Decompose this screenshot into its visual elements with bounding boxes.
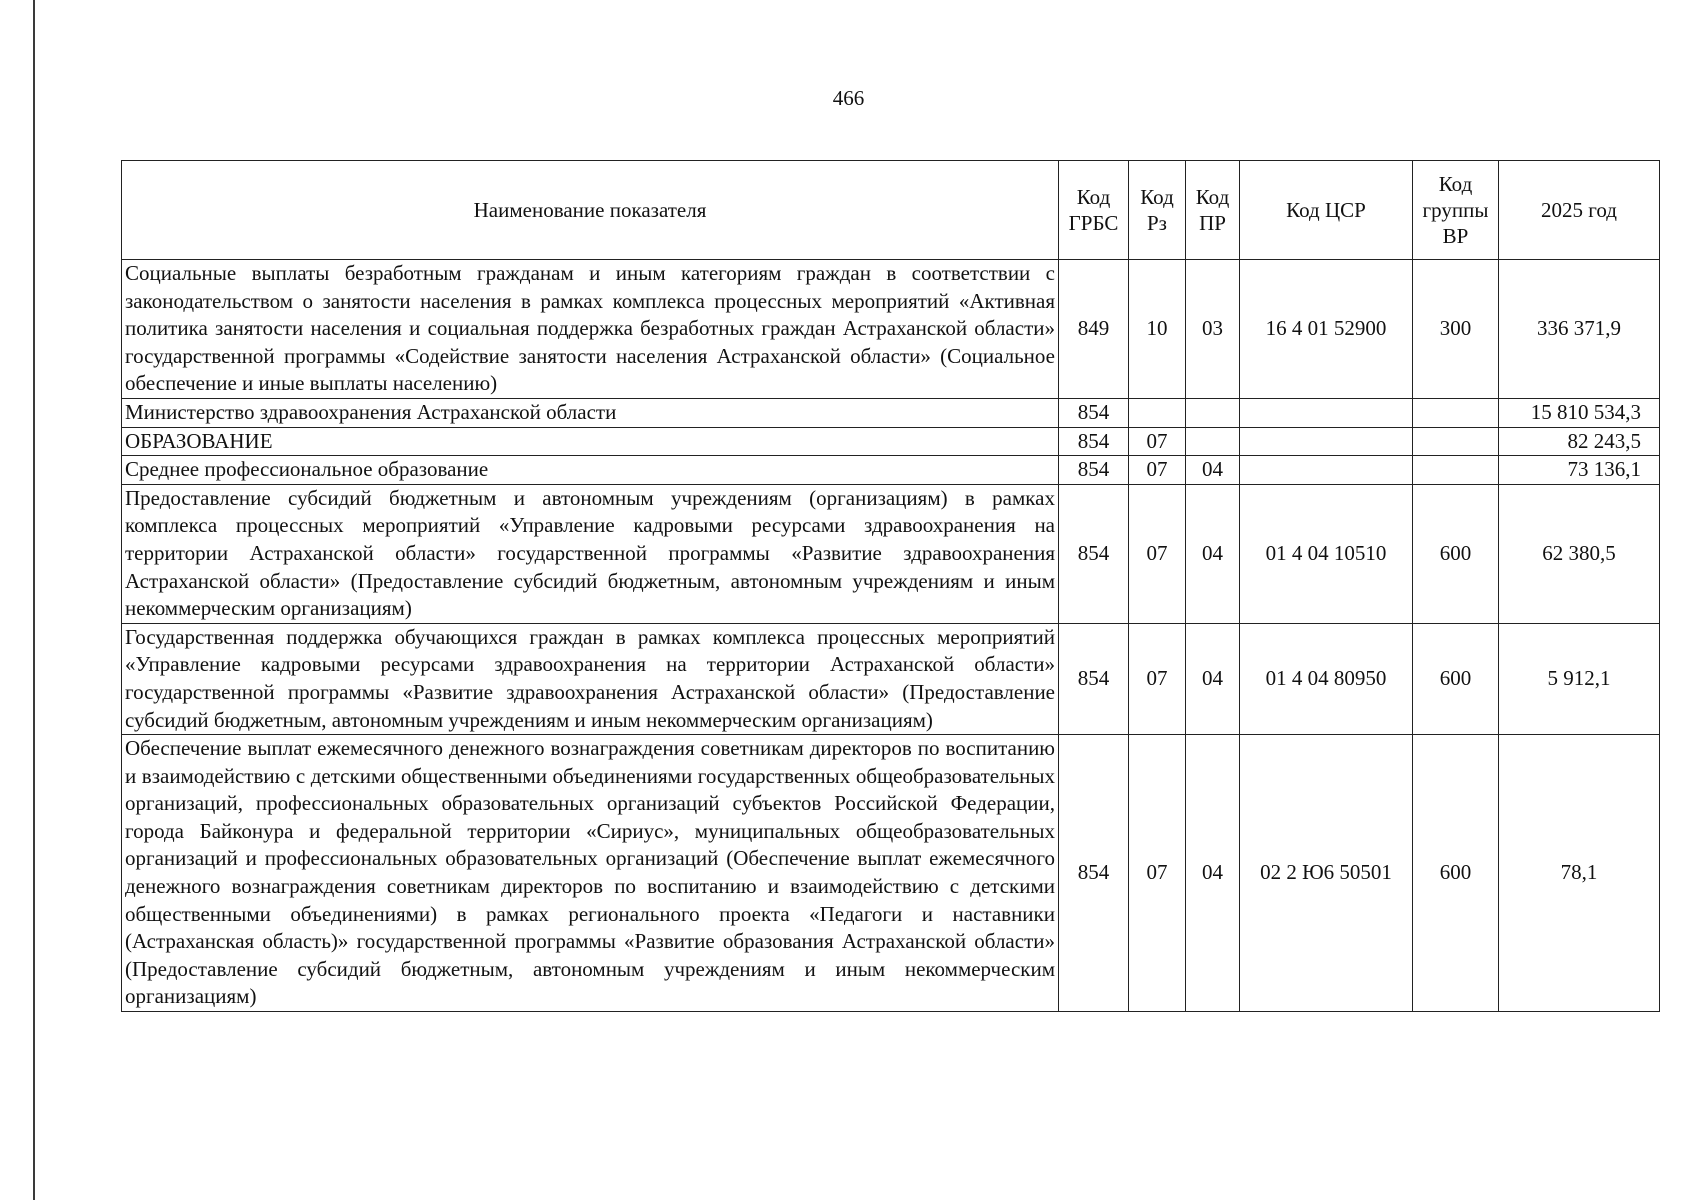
row-rz: 07 <box>1129 484 1186 623</box>
row-csr <box>1240 427 1413 456</box>
table-row <box>122 735 1660 1012</box>
table-row <box>122 398 1660 427</box>
row-amount: 82 243,5 <box>1499 427 1660 456</box>
row-grbs: 854 <box>1059 427 1129 456</box>
row-grbs: 854 <box>1059 623 1129 734</box>
row-pr <box>1186 398 1240 427</box>
row-amount: 5 912,1 <box>1499 623 1660 734</box>
row-rz <box>1129 398 1186 427</box>
row-pr: 04 <box>1186 735 1240 1012</box>
row-name: ОБРАЗОВАНИЕ <box>122 427 1059 456</box>
row-rz: 07 <box>1129 623 1186 734</box>
row-vr: 600 <box>1413 735 1499 1012</box>
row-csr <box>1240 456 1413 485</box>
table-header-row <box>122 161 1660 260</box>
row-rz: 07 <box>1129 427 1186 456</box>
header-pr: Код ПР <box>1186 161 1240 260</box>
row-name: Среднее профессиональное образование <box>122 456 1059 485</box>
table-row <box>122 427 1660 456</box>
header-year: 2025 год <box>1499 161 1660 260</box>
budget-table <box>121 160 1660 1012</box>
row-amount: 78,1 <box>1499 735 1660 1012</box>
row-vr: 300 <box>1413 260 1499 399</box>
header-csr: Код ЦСР <box>1240 161 1413 260</box>
row-csr: 01 4 04 80950 <box>1240 623 1413 734</box>
row-grbs: 854 <box>1059 484 1129 623</box>
row-rz: 10 <box>1129 260 1186 399</box>
row-grbs: 854 <box>1059 735 1129 1012</box>
table-row <box>122 484 1660 623</box>
row-amount: 62 380,5 <box>1499 484 1660 623</box>
row-grbs: 849 <box>1059 260 1129 399</box>
row-amount: 73 136,1 <box>1499 456 1660 485</box>
row-pr: 03 <box>1186 260 1240 399</box>
row-pr <box>1186 427 1240 456</box>
scan-margin-line <box>33 0 35 1200</box>
row-pr: 04 <box>1186 456 1240 485</box>
row-name: Государственная поддержка обучающихся граждан в рамках комплекса процессных мероприятий «Управление кадровыми ресурсами здравоохранения на территории Астраханской области» государственной программы «Развитие здравоохранения Астраханской области» (Предоставление субсидий бюджетным, автономным учреждениям и иным некоммерческим организациям) <box>122 623 1059 734</box>
header-rz: Код Рз <box>1129 161 1186 260</box>
row-name: Социальные выплаты безработным гражданам и иным категориям граждан в соответствии с законодательством о занятости населения в рамках комплекса процессных мероприятий «Активная политика занятости населения и социальная поддержка безработных граждан Астраханской области» государственной программы «Содействие занятости населения Астраханской области» (Социальное обеспечение и иные выплаты населению) <box>122 260 1059 399</box>
header-vr: Код группы ВР <box>1413 161 1499 260</box>
row-rz: 07 <box>1129 735 1186 1012</box>
table-row <box>122 456 1660 485</box>
row-amount: 336 371,9 <box>1499 260 1660 399</box>
row-vr: 600 <box>1413 623 1499 734</box>
table-row <box>122 623 1660 734</box>
page-number: 466 <box>832 86 865 110</box>
row-csr: 16 4 01 52900 <box>1240 260 1413 399</box>
row-name: Предоставление субсидий бюджетным и автономным учреждениям (организациям) в рамках комплекса процессных мероприятий «Управление кадровыми ресурсами здравоохранения на территории Астраханской области» государственной программы «Развитие здравоохранения Астраханской области» (Предоставление субсидий бюджетным, автономным учреждениям и иным некоммерческим организациям) <box>122 484 1059 623</box>
row-csr: 02 2 Ю6 50501 <box>1240 735 1413 1012</box>
row-rz: 07 <box>1129 456 1186 485</box>
header-grbs: Код ГРБС <box>1059 161 1129 260</box>
row-grbs: 854 <box>1059 456 1129 485</box>
row-csr <box>1240 398 1413 427</box>
row-vr: 600 <box>1413 484 1499 623</box>
row-vr <box>1413 398 1499 427</box>
row-name: Обеспечение выплат ежемесячного денежного вознаграждения советникам директоров по воспитанию и взаимодействию с детскими общественными объединениями государственных общеобразовательных организаций, профессиональных образовательных организаций субъектов Российской Федерации, города Байконура и федеральной территории «Сириус», муниципальных общеобразовательных организаций и профессиональных образовательных организаций (Обеспечение выплат ежемесячного денежного вознаграждения советникам директоров по воспитанию и взаимодействию с детскими общественными объединениями) в рамках регионального проекта «Педагоги и наставники (Астраханская область)» государственной программы «Развитие образования Астраханской области» (Предоставление субсидий бюджетным, автономным учреждениям и иным некоммерческим организациям) <box>122 735 1059 1012</box>
row-vr <box>1413 427 1499 456</box>
row-name: Министерство здравоохранения Астраханской области <box>122 398 1059 427</box>
row-grbs: 854 <box>1059 398 1129 427</box>
row-vr <box>1413 456 1499 485</box>
row-pr: 04 <box>1186 623 1240 734</box>
row-amount: 15 810 534,3 <box>1499 398 1660 427</box>
table-row <box>122 260 1660 399</box>
row-csr: 01 4 04 10510 <box>1240 484 1413 623</box>
header-name: Наименование показателя <box>122 161 1059 260</box>
row-pr: 04 <box>1186 484 1240 623</box>
